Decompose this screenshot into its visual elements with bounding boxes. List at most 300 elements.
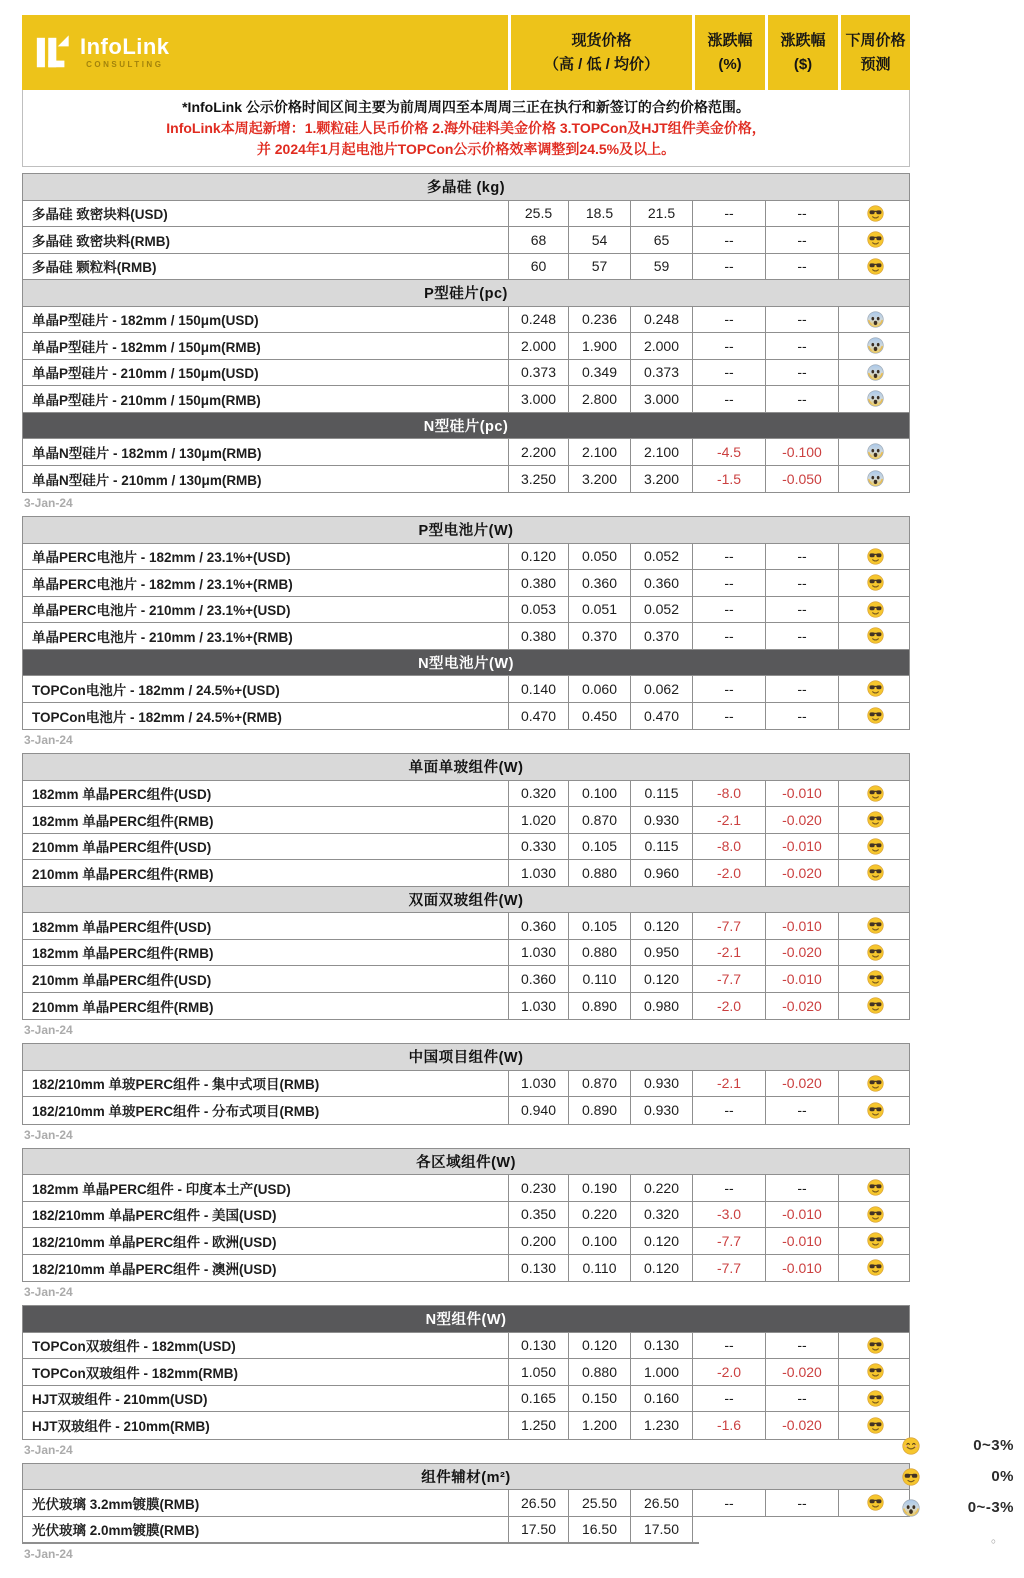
forecast-cell: [839, 834, 911, 860]
avg-price-cell: 0.115: [631, 834, 693, 860]
high-price-cell: 0.200: [509, 1228, 569, 1254]
row-label: 182/210mm 单晶PERC组件 - 美国(USD): [23, 1202, 509, 1228]
forecast-cell: [839, 333, 911, 359]
section-header: N型组件(W): [23, 1306, 909, 1333]
high-price-cell: 0.940: [509, 1097, 569, 1124]
low-price-cell: 0.880: [569, 940, 631, 966]
change-usd-cell: --: [766, 386, 839, 412]
high-price-cell: 60: [509, 254, 569, 280]
scream-emoji-icon: [867, 390, 884, 407]
price-row: [23, 623, 909, 650]
row-label: 182mm 单晶PERC组件(USD): [23, 781, 509, 807]
change-pct-cell: --: [693, 1490, 766, 1516]
sunglasses-emoji-icon: [867, 707, 884, 724]
change-pct-cell: --: [693, 201, 766, 227]
sunglasses-emoji-icon: [867, 997, 884, 1014]
avg-price-cell: 3.200: [631, 466, 693, 493]
avg-price-cell: 0.220: [631, 1175, 693, 1201]
change-pct-cell: --: [693, 597, 766, 623]
section-header: 组件辅材(m²): [23, 1464, 909, 1491]
price-row: [23, 1202, 909, 1229]
change-usd-cell: --: [766, 544, 839, 570]
low-price-cell: 0.370: [569, 623, 631, 649]
change-pct-cell: --: [693, 254, 766, 280]
date-label: 3-Jan-24: [24, 1442, 73, 1457]
forecast-cell: [839, 1255, 911, 1282]
change-usd-cell: -0.010: [766, 834, 839, 860]
sunglasses-emoji-icon: [867, 1232, 884, 1249]
low-price-cell: 0.450: [569, 703, 631, 730]
price-row: [23, 807, 909, 834]
high-price-cell: 1.250: [509, 1412, 569, 1439]
legend-label: 0%: [991, 1468, 1014, 1485]
high-price-cell: 2.000: [509, 333, 569, 359]
sunglasses-emoji-icon: [867, 785, 884, 802]
sunglasses-emoji-icon: [867, 864, 884, 881]
forecast-cell: [839, 439, 911, 465]
date-label: 3-Jan-24: [24, 733, 73, 747]
sunglasses-emoji-icon: [867, 1075, 884, 1092]
high-price-cell: 1.030: [509, 860, 569, 886]
brand-name: InfoLink: [80, 34, 170, 59]
change-usd-cell: -0.020: [766, 807, 839, 833]
price-row: [23, 544, 909, 571]
change-pct-unit: (%): [718, 55, 742, 73]
change-usd-cell: --: [766, 676, 839, 702]
row-label: 210mm 单晶PERC组件(RMB): [23, 860, 509, 886]
row-label: HJT双玻组件 - 210mm(USD): [23, 1386, 509, 1412]
change-usd-cell: --: [766, 254, 839, 280]
column-header-change-usd: [765, 15, 838, 90]
low-price-cell: 0.150: [569, 1386, 631, 1412]
avg-price-cell: 1.000: [631, 1359, 693, 1385]
row-label: 单晶P型硅片 - 182mm / 150μm(RMB): [23, 333, 509, 359]
row-label: 182mm 单晶PERC组件(USD): [23, 913, 509, 939]
high-price-cell: 1.030: [509, 940, 569, 966]
price-row: [23, 1071, 909, 1098]
high-price-cell: 0.360: [509, 913, 569, 939]
logo-text: [80, 35, 170, 70]
price-row: [23, 703, 909, 730]
high-price-cell: 17.50: [509, 1517, 569, 1543]
change-pct-cell: --: [693, 333, 766, 359]
forecast-cell: [839, 1097, 911, 1124]
section-header: N型电池片(W): [23, 650, 909, 677]
change-pct-cell: --: [693, 676, 766, 702]
forecast-cell: [839, 913, 911, 939]
column-header-change-pct: [692, 15, 765, 90]
low-price-cell: 0.105: [569, 834, 631, 860]
date-label: 3-Jan-24: [24, 1023, 73, 1037]
high-price-cell: 26.50: [509, 1490, 569, 1516]
low-price-cell: 0.110: [569, 1255, 631, 1282]
forecast-cell: [839, 386, 911, 412]
forecast-emoji-legend: [902, 1430, 1014, 1523]
low-price-cell: 0.880: [569, 1359, 631, 1385]
change-usd-cell: -0.010: [766, 1255, 839, 1282]
spot-price-subtitle: （高 / 低 / 均价）: [543, 55, 659, 73]
sunglasses-emoji-icon: [867, 680, 884, 697]
change-pct-cell: -7.7: [693, 1228, 766, 1254]
table-blocks: [22, 173, 1005, 1561]
date-label: 3-Jan-24: [24, 1547, 73, 1561]
change-usd-cell: --: [766, 201, 839, 227]
change-pct-cell: --: [693, 1333, 766, 1359]
row-label: 单晶PERC电池片 - 182mm / 23.1%+(USD): [23, 544, 509, 570]
avg-price-cell: 0.980: [631, 993, 693, 1020]
change-usd-cell: --: [766, 1490, 839, 1516]
low-price-cell: 0.060: [569, 676, 631, 702]
low-price-cell: 0.870: [569, 1071, 631, 1097]
change-pct-cell: --: [693, 1386, 766, 1412]
sunglasses-emoji-icon: [867, 231, 884, 248]
price-table: [22, 1305, 910, 1440]
change-pct-cell: -2.1: [693, 1071, 766, 1097]
avg-price-cell: 0.120: [631, 966, 693, 992]
low-price-cell: 0.190: [569, 1175, 631, 1201]
high-price-cell: 1.030: [509, 1071, 569, 1097]
price-row: [23, 570, 909, 597]
sunglasses-emoji-icon: [867, 1417, 884, 1434]
low-price-cell: 54: [569, 227, 631, 253]
high-price-cell: 0.230: [509, 1175, 569, 1201]
low-price-cell: 0.110: [569, 966, 631, 992]
low-price-cell: 0.100: [569, 781, 631, 807]
low-price-cell: 16.50: [569, 1517, 631, 1543]
low-price-cell: 0.220: [569, 1202, 631, 1228]
legend-item-flat: [902, 1461, 1014, 1492]
price-row: [23, 333, 909, 360]
avg-price-cell: 0.062: [631, 676, 693, 702]
price-row: [23, 860, 909, 887]
row-label: 182/210mm 单晶PERC组件 - 欧洲(USD): [23, 1228, 509, 1254]
price-row: [23, 227, 909, 254]
avg-price-cell: 2.100: [631, 439, 693, 465]
price-row: [23, 254, 909, 281]
row-label: 单晶PERC电池片 - 210mm / 23.1%+(RMB): [23, 623, 509, 649]
row-label: 单晶P型硅片 - 182mm / 150μm(USD): [23, 307, 509, 333]
change-pct-cell: -2.0: [693, 860, 766, 886]
section-header: 各区域组件(W): [23, 1149, 909, 1176]
avg-price-cell: 65: [631, 227, 693, 253]
high-price-cell: 0.350: [509, 1202, 569, 1228]
price-row: [23, 1359, 909, 1386]
scream-emoji-icon: [867, 337, 884, 354]
avg-price-cell: 0.930: [631, 807, 693, 833]
forecast-cell: [839, 1386, 911, 1412]
price-row: [23, 913, 909, 940]
row-label: 单晶PERC电池片 - 182mm / 23.1%+(RMB): [23, 570, 509, 596]
change-usd-cell: --: [766, 1386, 839, 1412]
forecast-cell: [839, 1490, 911, 1516]
high-price-cell: 3.250: [509, 466, 569, 493]
row-label: 182mm 单晶PERC组件(RMB): [23, 940, 509, 966]
row-label: 单晶N型硅片 - 182mm / 130μm(RMB): [23, 439, 509, 465]
legend-item-down: [902, 1492, 1014, 1523]
row-label: 182/210mm 单玻PERC组件 - 集中式项目(RMB): [23, 1071, 509, 1097]
change-usd-cell: --: [766, 597, 839, 623]
change-pct-cell: --: [693, 386, 766, 412]
brand-subtitle: CONSULTING: [86, 60, 164, 69]
note-price-range: *InfoLink 公示价格时间区间主要为前周周四至本周周三正在执行和新签订的合约价格范围。: [182, 99, 750, 115]
low-price-cell: 57: [569, 254, 631, 280]
low-price-cell: 1.200: [569, 1412, 631, 1439]
avg-price-cell: 0.950: [631, 940, 693, 966]
change-pct-cell: -8.0: [693, 781, 766, 807]
change-pct-cell: --: [693, 1175, 766, 1201]
low-price-cell: 0.050: [569, 544, 631, 570]
change-pct-cell: -4.5: [693, 439, 766, 465]
forecast-cell: [839, 1175, 911, 1201]
avg-price-cell: 17.50: [631, 1517, 693, 1543]
avg-price-cell: 0.052: [631, 544, 693, 570]
section-header: N型硅片(pc): [23, 413, 909, 440]
avg-price-cell: 0.120: [631, 1255, 693, 1282]
forecast-cell: [839, 597, 911, 623]
section-header: 多晶硅 (kg): [23, 174, 909, 201]
high-price-cell: 0.380: [509, 570, 569, 596]
low-price-cell: 18.5: [569, 201, 631, 227]
avg-price-cell: 0.130: [631, 1333, 693, 1359]
change-pct-cell: --: [693, 1097, 766, 1124]
forecast-cell: [839, 623, 911, 649]
avg-price-cell: 0.930: [631, 1097, 693, 1124]
price-row: [23, 1412, 909, 1439]
scream-emoji-icon: [867, 364, 884, 381]
forecast-cell: [839, 1228, 911, 1254]
change-usd-cell: --: [766, 570, 839, 596]
high-price-cell: 2.200: [509, 439, 569, 465]
low-price-cell: 0.890: [569, 993, 631, 1020]
high-price-cell: 3.000: [509, 386, 569, 412]
high-price-cell: 0.373: [509, 360, 569, 386]
row-label: 单晶N型硅片 - 210mm / 130μm(RMB): [23, 466, 509, 493]
low-price-cell: 3.200: [569, 466, 631, 493]
price-notes: [22, 90, 910, 167]
low-price-cell: 0.870: [569, 807, 631, 833]
change-pct-cell: -2.1: [693, 940, 766, 966]
forecast-cell: [839, 1071, 911, 1097]
forecast-cell: [839, 227, 911, 253]
change-pct-cell: --: [693, 227, 766, 253]
high-price-cell: 68: [509, 227, 569, 253]
forecast-cell: [839, 570, 911, 596]
forecast-cell: [839, 807, 911, 833]
forecast-cell: [839, 466, 911, 493]
avg-price-cell: 0.052: [631, 597, 693, 623]
change-usd-cell: -0.020: [766, 1071, 839, 1097]
forecast-cell: [839, 201, 911, 227]
avg-price-cell: 0.120: [631, 1228, 693, 1254]
sunglasses-emoji-icon: [867, 944, 884, 961]
row-label: 182mm 单晶PERC组件(RMB): [23, 807, 509, 833]
change-pct-cell: --: [693, 623, 766, 649]
change-pct-title: 涨跌幅: [707, 31, 753, 49]
sunglasses-emoji-icon: [902, 1468, 920, 1486]
change-usd-cell: -0.020: [766, 1412, 839, 1439]
price-row: [23, 993, 909, 1020]
avg-price-cell: 1.230: [631, 1412, 693, 1439]
row-label: TOPCon双玻组件 - 182mm(RMB): [23, 1359, 509, 1385]
change-pct-cell: -7.7: [693, 913, 766, 939]
price-row: [23, 597, 909, 624]
high-price-cell: 0.380: [509, 623, 569, 649]
sunglasses-emoji-icon: [867, 811, 884, 828]
sunglasses-emoji-icon: [867, 1259, 884, 1276]
change-pct-cell: -3.0: [693, 1202, 766, 1228]
forecast-cell: [839, 1359, 911, 1385]
avg-price-cell: 0.370: [631, 623, 693, 649]
price-row: [23, 360, 909, 387]
forecast-cell: [839, 940, 911, 966]
change-usd-cell: --: [766, 1097, 839, 1124]
price-row: [23, 307, 909, 334]
change-pct-cell: --: [693, 703, 766, 730]
sunglasses-emoji-icon: [867, 838, 884, 855]
smile-emoji-icon: [902, 1437, 920, 1455]
avg-price-cell: 0.360: [631, 570, 693, 596]
scream-emoji-icon: [867, 443, 884, 460]
low-price-cell: 0.120: [569, 1333, 631, 1359]
avg-price-cell: 0.470: [631, 703, 693, 730]
row-label: 光伏玻璃 2.0mm镀膜(RMB): [23, 1517, 509, 1543]
change-usd-cell: -0.010: [766, 1228, 839, 1254]
legend-label: 0~3%: [973, 1437, 1014, 1454]
note-topcon-efficiency: 并 2024年1月起电池片TOPCon公示价格效率调整到24.5%及以上。: [256, 141, 676, 157]
change-usd-cell: --: [766, 703, 839, 730]
high-price-cell: 0.130: [509, 1333, 569, 1359]
row-label: 多晶硅 致密块料(RMB): [23, 227, 509, 253]
forecast-cell: [839, 676, 911, 702]
change-usd-cell: --: [766, 623, 839, 649]
row-label: 210mm 单晶PERC组件(USD): [23, 834, 509, 860]
price-row: [23, 1490, 909, 1517]
forecast-cell: [839, 860, 911, 886]
change-usd-cell: --: [766, 227, 839, 253]
sunglasses-emoji-icon: [867, 258, 884, 275]
change-pct-cell: -2.1: [693, 807, 766, 833]
high-price-cell: 0.120: [509, 544, 569, 570]
infolink-logo: [34, 32, 170, 74]
low-price-cell: 0.051: [569, 597, 631, 623]
low-price-cell: 2.100: [569, 439, 631, 465]
price-row: [23, 781, 909, 808]
forecast-cell: [839, 993, 911, 1020]
column-header-spot-price: [508, 15, 692, 90]
row-label: 单晶PERC电池片 - 210mm / 23.1%+(USD): [23, 597, 509, 623]
sunglasses-emoji-icon: [867, 1102, 884, 1119]
price-table: [22, 173, 910, 493]
high-price-cell: 0.470: [509, 703, 569, 730]
report-header: [22, 15, 910, 90]
row-label: 210mm 单晶PERC组件(RMB): [23, 993, 509, 1020]
sunglasses-emoji-icon: [867, 1494, 884, 1511]
forecast-cell: [839, 307, 911, 333]
sunglasses-emoji-icon: [867, 205, 884, 222]
high-price-cell: 0.330: [509, 834, 569, 860]
forecast-cell: [839, 1202, 911, 1228]
change-usd-cell: -0.100: [766, 439, 839, 465]
low-price-cell: 0.880: [569, 860, 631, 886]
section-header: P型硅片(pc): [23, 280, 909, 307]
row-label: 182mm 单晶PERC组件 - 印度本土产(USD): [23, 1175, 509, 1201]
change-pct-cell: --: [693, 307, 766, 333]
change-usd-cell: -0.050: [766, 466, 839, 493]
change-usd-cell: -0.020: [766, 993, 839, 1020]
change-usd-cell: --: [766, 307, 839, 333]
price-row: [23, 676, 909, 703]
scream-emoji-icon: [867, 311, 884, 328]
change-pct-cell: --: [693, 544, 766, 570]
date-label: 3-Jan-24: [24, 1127, 73, 1142]
date-label: 3-Jan-24: [24, 496, 73, 510]
avg-price-cell: 0.320: [631, 1202, 693, 1228]
sunglasses-emoji-icon: [867, 1363, 884, 1380]
section-header: 双面双玻组件(W): [23, 887, 909, 914]
scream-emoji-icon: [902, 1499, 920, 1517]
high-price-cell: 25.5: [509, 201, 569, 227]
row-label: 210mm 单晶PERC组件(USD): [23, 966, 509, 992]
high-price-cell: 0.165: [509, 1386, 569, 1412]
forecast-cell: [839, 966, 911, 992]
sunglasses-emoji-icon: [867, 627, 884, 644]
change-pct-cell: -8.0: [693, 834, 766, 860]
change-pct-cell: -1.6: [693, 1412, 766, 1439]
sunglasses-emoji-icon: [867, 1206, 884, 1223]
high-price-cell: 1.020: [509, 807, 569, 833]
avg-price-cell: 0.115: [631, 781, 693, 807]
price-row: [23, 386, 909, 413]
change-usd-cell: --: [766, 1175, 839, 1201]
price-row: [23, 834, 909, 861]
section-header: P型电池片(W): [23, 517, 909, 544]
spot-price-title: 现货价格: [571, 31, 632, 49]
price-row: [23, 439, 909, 466]
change-pct-cell: -7.7: [693, 966, 766, 992]
avg-price-cell: 26.50: [631, 1490, 693, 1516]
row-label: TOPCon电池片 - 182mm / 24.5%+(USD): [23, 676, 509, 702]
high-price-cell: 1.050: [509, 1359, 569, 1385]
avg-price-cell: 3.000: [631, 386, 693, 412]
forecast-cell: [839, 544, 911, 570]
high-price-cell: 0.360: [509, 966, 569, 992]
avg-price-cell: 0.960: [631, 860, 693, 886]
change-usd-title: 涨跌幅: [780, 31, 826, 49]
price-table: [22, 1043, 910, 1125]
sunglasses-emoji-icon: [867, 548, 884, 565]
sunglasses-emoji-icon: [867, 1179, 884, 1196]
infolink-logo-icon: [34, 32, 72, 74]
forecast-cell: [839, 254, 911, 280]
forecast-cell: [839, 781, 911, 807]
forecast-title-line2: 预测: [860, 55, 891, 73]
price-table: [22, 516, 910, 730]
section-header: 中国项目组件(W): [23, 1044, 909, 1071]
change-pct-cell: --: [693, 360, 766, 386]
change-usd-cell: --: [766, 360, 839, 386]
low-price-cell: 0.100: [569, 1228, 631, 1254]
legend-label: 0~-3%: [967, 1499, 1014, 1516]
row-label: 单晶P型硅片 - 210mm / 150μm(USD): [23, 360, 509, 386]
sunglasses-emoji-icon: [867, 601, 884, 618]
high-price-cell: 0.053: [509, 597, 569, 623]
price-row: [23, 201, 909, 228]
change-usd-cell: -0.020: [766, 940, 839, 966]
price-row: [23, 1175, 909, 1202]
avg-price-cell: 21.5: [631, 201, 693, 227]
price-row: [23, 966, 909, 993]
price-row: [23, 1097, 909, 1124]
